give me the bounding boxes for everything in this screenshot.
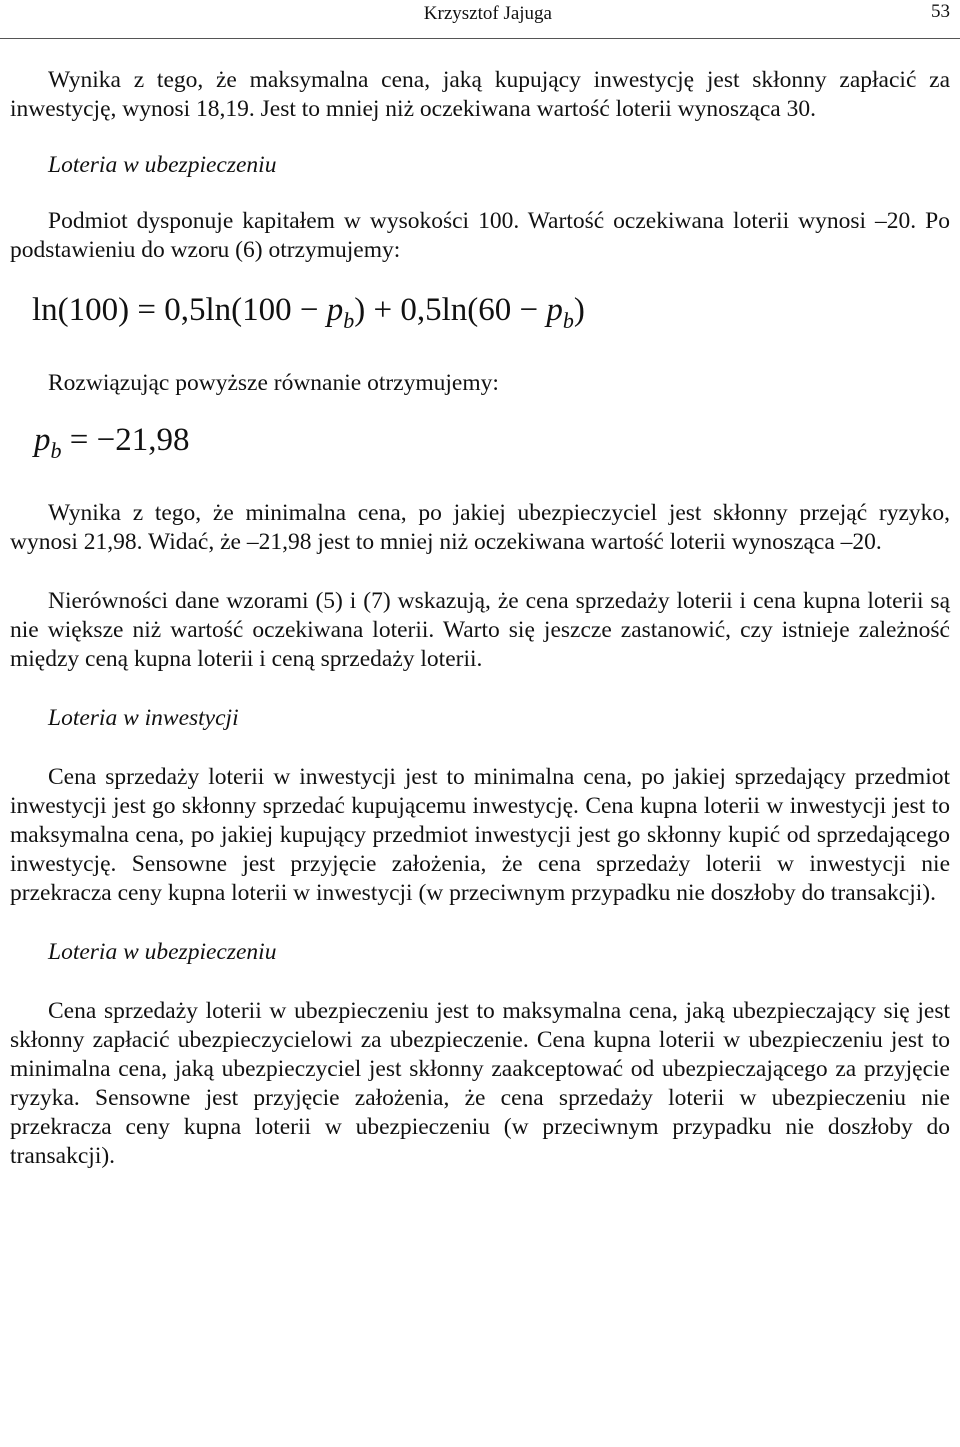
page-number: 53	[931, 1, 950, 22]
running-header-author: Krzysztof Jajuga	[423, 3, 552, 24]
equation-ln-var: p	[326, 292, 344, 328]
paragraph-2: Podmiot dysponuje kapitałem w wysokości 100. Wartość oczekiwana loterii wynosi –20. Po podstawieniu do wzoru (6) otrzymujemy:	[10, 208, 950, 263]
equation-ln-var2: p	[546, 292, 563, 328]
equation-result	[34, 420, 950, 471]
equation-ln-lhs: ln(100) = 0,5ln(100 −	[32, 292, 327, 328]
equation-ln-end: )	[573, 292, 585, 328]
paragraph-5: Nierówności dane wzorami (5) i (7) wskazują, że cena sprzedaży loterii i cena kupna loterii są nie większe niż wartość oczekiwana loterii. Warto się jeszcze zastanowić, czy istnieje zależność między ceną kupna loterii i ceną sprzedaży loterii.	[10, 588, 950, 672]
paragraph-4: Wynika z tego, że minimalna cena, po jakiej ubezpieczyciel jest skłonny przejąć ryzyko, wynosi 21,98. Widać, że –21,98 jest to mniej niż oczekiwana wartość loterii wynosząca –20.	[10, 500, 950, 555]
running-header	[0, 0, 960, 39]
paragraph-1: Wynika z tego, że maksymalna cena, jaką kupujący inwestycję jest skłonny zapłacić za inwestycję, wynosi 18,19. Jest to mniej niż oczekiwana wartość loterii wynosząca 30.	[10, 67, 950, 122]
section-heading-insurance: Loteria w ubezpieczeniu	[48, 152, 277, 178]
page-body	[10, 66, 950, 1171]
equation-ln-sub: b	[343, 308, 355, 333]
equation-result-sub: b	[50, 438, 62, 463]
equation-ln-mid: ) + 0,5ln(60 −	[354, 292, 547, 328]
paragraph-7: Cena sprzedaży loterii w ubezpieczeniu jest to maksymalna cena, jaką ubezpieczający się jest skłonny zapłacić ubezpieczycielowi za ubezpieczenie. Cena kupna loterii w ubezpieczeniu jest to minimalna cena, jaką ubezpieczyciel jest skłonny zaakceptować od ubezpieczającego za przyjęcie ryzyka. Sensowne jest przyjęcie założenia, że cena sprzedaży loterii w ubezpieczeniu nie przekracza ceny kupna loterii w ubezpieczeniu (w przeciwnym przypadku nie doszłoby do transakcji).	[10, 998, 950, 1169]
equation-result-var: p	[34, 422, 51, 458]
paragraph-3: Rozwiązując powyższe równanie otrzymujemy:	[48, 370, 499, 396]
equation-result-rhs: = −21,98	[61, 422, 190, 458]
equation-ln-sub2: b	[562, 308, 574, 333]
paragraph-6: Cena sprzedaży loterii w inwestycji jest to minimalna cena, po jakiej sprzedający przedmiot inwestycji jest go skłonny sprzedać kupującemu inwestycję. Cena kupna loterii w inwestycji jest to maksymalna cena, po jakiej kupujący przedmiot inwestycji jest go skłonny kupić od sprzedającego inwestycję. Sensowne jest przyjęcie założenia, że cena sprzedaży loterii w inwestycji nie przekracza ceny kupna loterii w inwestycji (w przeciwnym przypadku nie doszłoby do transakcji).	[10, 764, 950, 906]
equation-ln	[32, 290, 950, 341]
section-heading-insurance-2: Loteria w ubezpieczeniu	[48, 939, 277, 965]
section-heading-investment: Loteria w inwestycji	[48, 705, 239, 731]
